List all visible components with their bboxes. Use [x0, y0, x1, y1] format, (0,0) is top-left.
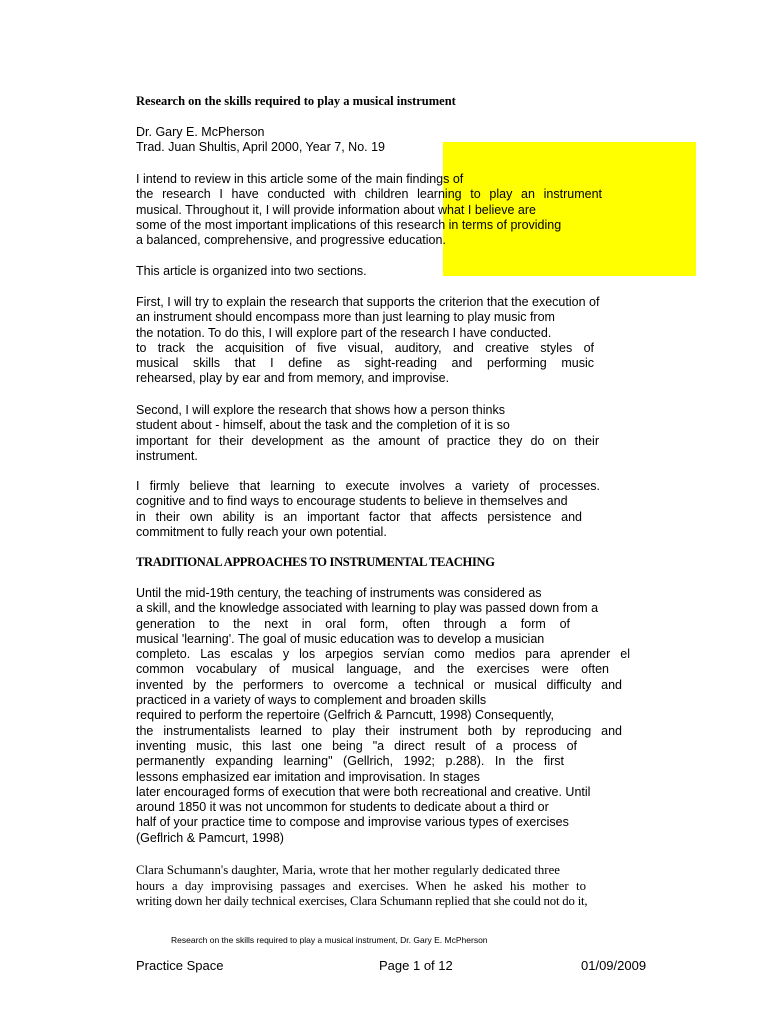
paragraph-line: the research I have conducted with children learning to play an instrument — [136, 187, 602, 202]
paragraph-line: the instrumentalists learned to play their instrument both by reproducing and — [136, 723, 622, 738]
paragraph-line: (Geflrich & Pamcurt, 1998) — [136, 830, 284, 845]
paragraph-line: student about - himself, about the task and the completion of it is so — [136, 418, 510, 433]
paragraph-5 — [136, 479, 630, 540]
paragraph-line: hours a day improvising passages and exercises. When he asked his mother to — [136, 878, 586, 893]
paragraph-line: instrument. — [136, 448, 198, 463]
footer-reference: Research on the skills required to play a musical instrument, Dr. Gary E. McPherson — [171, 935, 488, 945]
paragraph-line: musical 'learning'. The goal of music education was to develop a musician — [136, 631, 545, 646]
paragraph-line: invented by the performers to overcome a technical or musical difficulty and — [136, 677, 622, 692]
paragraph-line: writing down her daily technical exercises, Clara Schumann replied that she could not do it, — [136, 894, 588, 908]
paragraph-line: common vocabulary of musical language, and the exercises were often — [136, 662, 609, 677]
paragraph-line: some of the most important implications of this research in terms of providing — [136, 217, 562, 232]
paragraph-line: to track the acquisition of five visual, auditory, and creative styles of — [136, 340, 594, 355]
section-paragraph — [136, 586, 630, 846]
paragraph-line: This article is organized into two sections. — [136, 264, 367, 278]
footer-left: Practice Space — [136, 958, 224, 973]
document-title: Research on the skills required to play a musical instrument — [136, 94, 456, 108]
paragraph-line: later encouraged forms of execution that were both recreational and creative. Until — [136, 784, 591, 799]
paragraph-line: rehearsed, play by ear and from memory, and improvise. — [136, 371, 450, 386]
paragraph-line: inventing music, this last one being "a direct result of a process of — [136, 738, 577, 753]
paragraph-line: practiced in a variety of ways to complement and broaden skills — [136, 693, 487, 708]
translation-info: Trad. Juan Shultis, April 2000, Year 7, No. 19 — [136, 140, 385, 155]
footer-date: 01/09/2009 — [581, 958, 647, 973]
paragraph-line: in their own ability is an important factor that affects persistence and — [136, 509, 582, 524]
paragraph-line: lessons emphasized ear imitation and improvisation. In stages — [136, 769, 480, 784]
paragraph-line: an instrument should encompass more than just learning to play music from — [136, 310, 555, 325]
paragraph-line: First, I will try to explain the research that supports the criterion that the execution of — [136, 295, 600, 309]
paragraph-3 — [136, 295, 630, 387]
paragraph-line: required to perform the repertoire (Gelfrich & Parncutt, 1998) Consequently, — [136, 708, 555, 723]
paragraph-line: musical. Throughout it, I will provide information about what I believe are — [136, 202, 536, 217]
paragraph-line: commitment to fully reach your own potential. — [136, 524, 387, 539]
paragraph-line: Clara Schumann's daughter, Maria, wrote that her mother regularly dedicated three — [136, 863, 560, 877]
paragraph-line: important for their development as the amount of practice they do on their — [136, 433, 599, 448]
author: Dr. Gary E. McPherson — [136, 125, 265, 139]
paragraph-line: cognitive and to find ways to encourage students to believe in themselves and — [136, 494, 568, 509]
paragraph-4 — [136, 403, 630, 464]
paragraph-2 — [136, 264, 630, 279]
author-block — [136, 125, 630, 156]
section-heading: TRADITIONAL APPROACHES TO INSTRUMENTAL TEACHING — [136, 555, 495, 569]
serif-paragraph — [136, 863, 587, 910]
paragraph-line: I firmly believe that learning to execute involves a variety of processes. — [136, 479, 600, 493]
paragraph-line: musical skills that I define as sight-reading and performing music — [136, 356, 594, 371]
paragraph-line: completo. Las escalas y los arpegios servían como medios para aprender el — [136, 647, 630, 662]
paragraph-line: Second, I will explore the research that shows how a person thinks — [136, 403, 505, 417]
footer-page-number: Page 1 of 12 — [379, 958, 453, 973]
paragraph-1 — [136, 172, 630, 248]
paragraph-line: the notation. To do this, I will explore part of the research I have conducted. — [136, 325, 552, 340]
paragraph-line: permanently expanding learning" (Gellrich, 1992; p.288). In the first — [136, 754, 564, 769]
paragraph-line: half of your practice time to compose and improvise various types of exercises — [136, 815, 569, 830]
paragraph-line: I intend to review in this article some of the main findings of — [136, 172, 464, 186]
paragraph-line: generation to the next in oral form, often through a form of — [136, 616, 570, 631]
paragraph-line: Until the mid-19th century, the teaching of instruments was considered as — [136, 586, 542, 600]
paragraph-line: a skill, and the knowledge associated with learning to play was passed down from a — [136, 601, 599, 616]
paragraph-line: a balanced, comprehensive, and progressive education. — [136, 233, 446, 248]
paragraph-line: around 1850 it was not uncommon for students to dedicate about a third or — [136, 800, 549, 815]
